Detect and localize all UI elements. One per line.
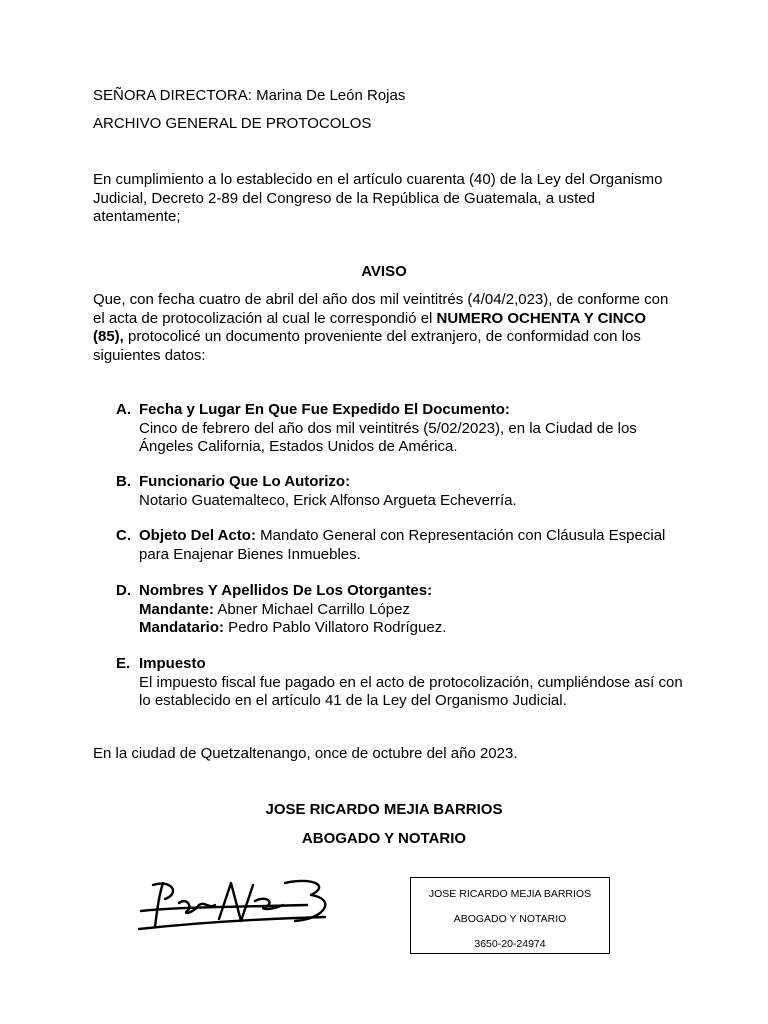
item-title: Impuesto [139, 655, 206, 672]
item-title: Fecha y Lugar En Que Fue Expedido El Documento: [139, 401, 510, 418]
closing-line: En la ciudad de Quetzaltenango, once de octubre del año 2023. [93, 745, 518, 762]
signer-name: JOSE RICARDO MEJIA BARRIOS [265, 801, 503, 818]
stamp-number: 3650-20-24974 [474, 938, 546, 950]
item-title: Nombres Y Apellidos De Los Otorgantes: [139, 582, 433, 599]
item-title: Objeto Del Acto: [139, 527, 256, 544]
list-letter: C. [116, 527, 131, 544]
mandante-name: Abner Michael Carrillo López [214, 600, 410, 618]
body-text-1: Que, con fecha cuatro de abril del año dos mil veintitrés (4/04/2,023), de conforme con el acta de protocolización al cual le correspondió el [93, 291, 669, 327]
aviso-heading: AVISO [361, 263, 407, 280]
recipient-line-1: SEÑORA DIRECTORA: Marina De León Rojas [93, 87, 406, 104]
mandatario-label: Mandatario: [139, 619, 225, 636]
stamp-name: JOSE RICARDO MEJIA BARRIOS [428, 888, 592, 900]
item-text: Mandato General con Representación con Cláusula Especial para Enajenar Bienes Inmuebles. [139, 527, 666, 563]
item-text: El impuesto fiscal fue pagado en el acto de protocolización, cumpliéndose así con lo establecido en el artículo 41 de la Ley del Organismo Judicial. [139, 673, 683, 709]
signature-icon [135, 875, 345, 935]
recipient-line-2: ARCHIVO GENERAL DE PROTOCOLOS [93, 115, 372, 132]
body-protocol-number: NUMERO OCHENTA Y CINCO (85), [93, 309, 647, 345]
list-letter: D. [116, 582, 131, 599]
list-letter: E. [116, 655, 131, 672]
intro-paragraph: En cumplimiento a lo establecido en el artículo cuarenta (40) de la Ley del Organismo Judicial, Decreto 2-89 del Congreso de la República de Guatemala, a usted atentamente; [93, 171, 663, 225]
signer-title: ABOGADO Y NOTARIO [301, 830, 467, 847]
list-letter: A. [116, 401, 131, 418]
body-paragraph [93, 291, 678, 365]
mandatario-name: Pedro Pablo Villatoro Rodríguez. [224, 619, 447, 636]
list-letter: B. [116, 473, 131, 490]
notary-stamp [410, 877, 610, 954]
item-text: Cinco de febrero del año dos mil veintitrés (5/02/2023), en la Ciudad de los Ángeles California, Estados Unidos de América. [139, 419, 637, 455]
stamp-title: ABOGADO Y NOTARIO [453, 913, 567, 925]
body-text-2: protocolicé un documento proveniente del extranjero, de conformidad con los siguientes datos: [93, 328, 641, 364]
item-text: Notario Guatemalteco, Erick Alfonso Argueta Echeverría. [139, 491, 517, 509]
mandante-label: Mandante: [139, 600, 214, 618]
item-title: Funcionario Que Lo Autorizo: [139, 473, 351, 490]
